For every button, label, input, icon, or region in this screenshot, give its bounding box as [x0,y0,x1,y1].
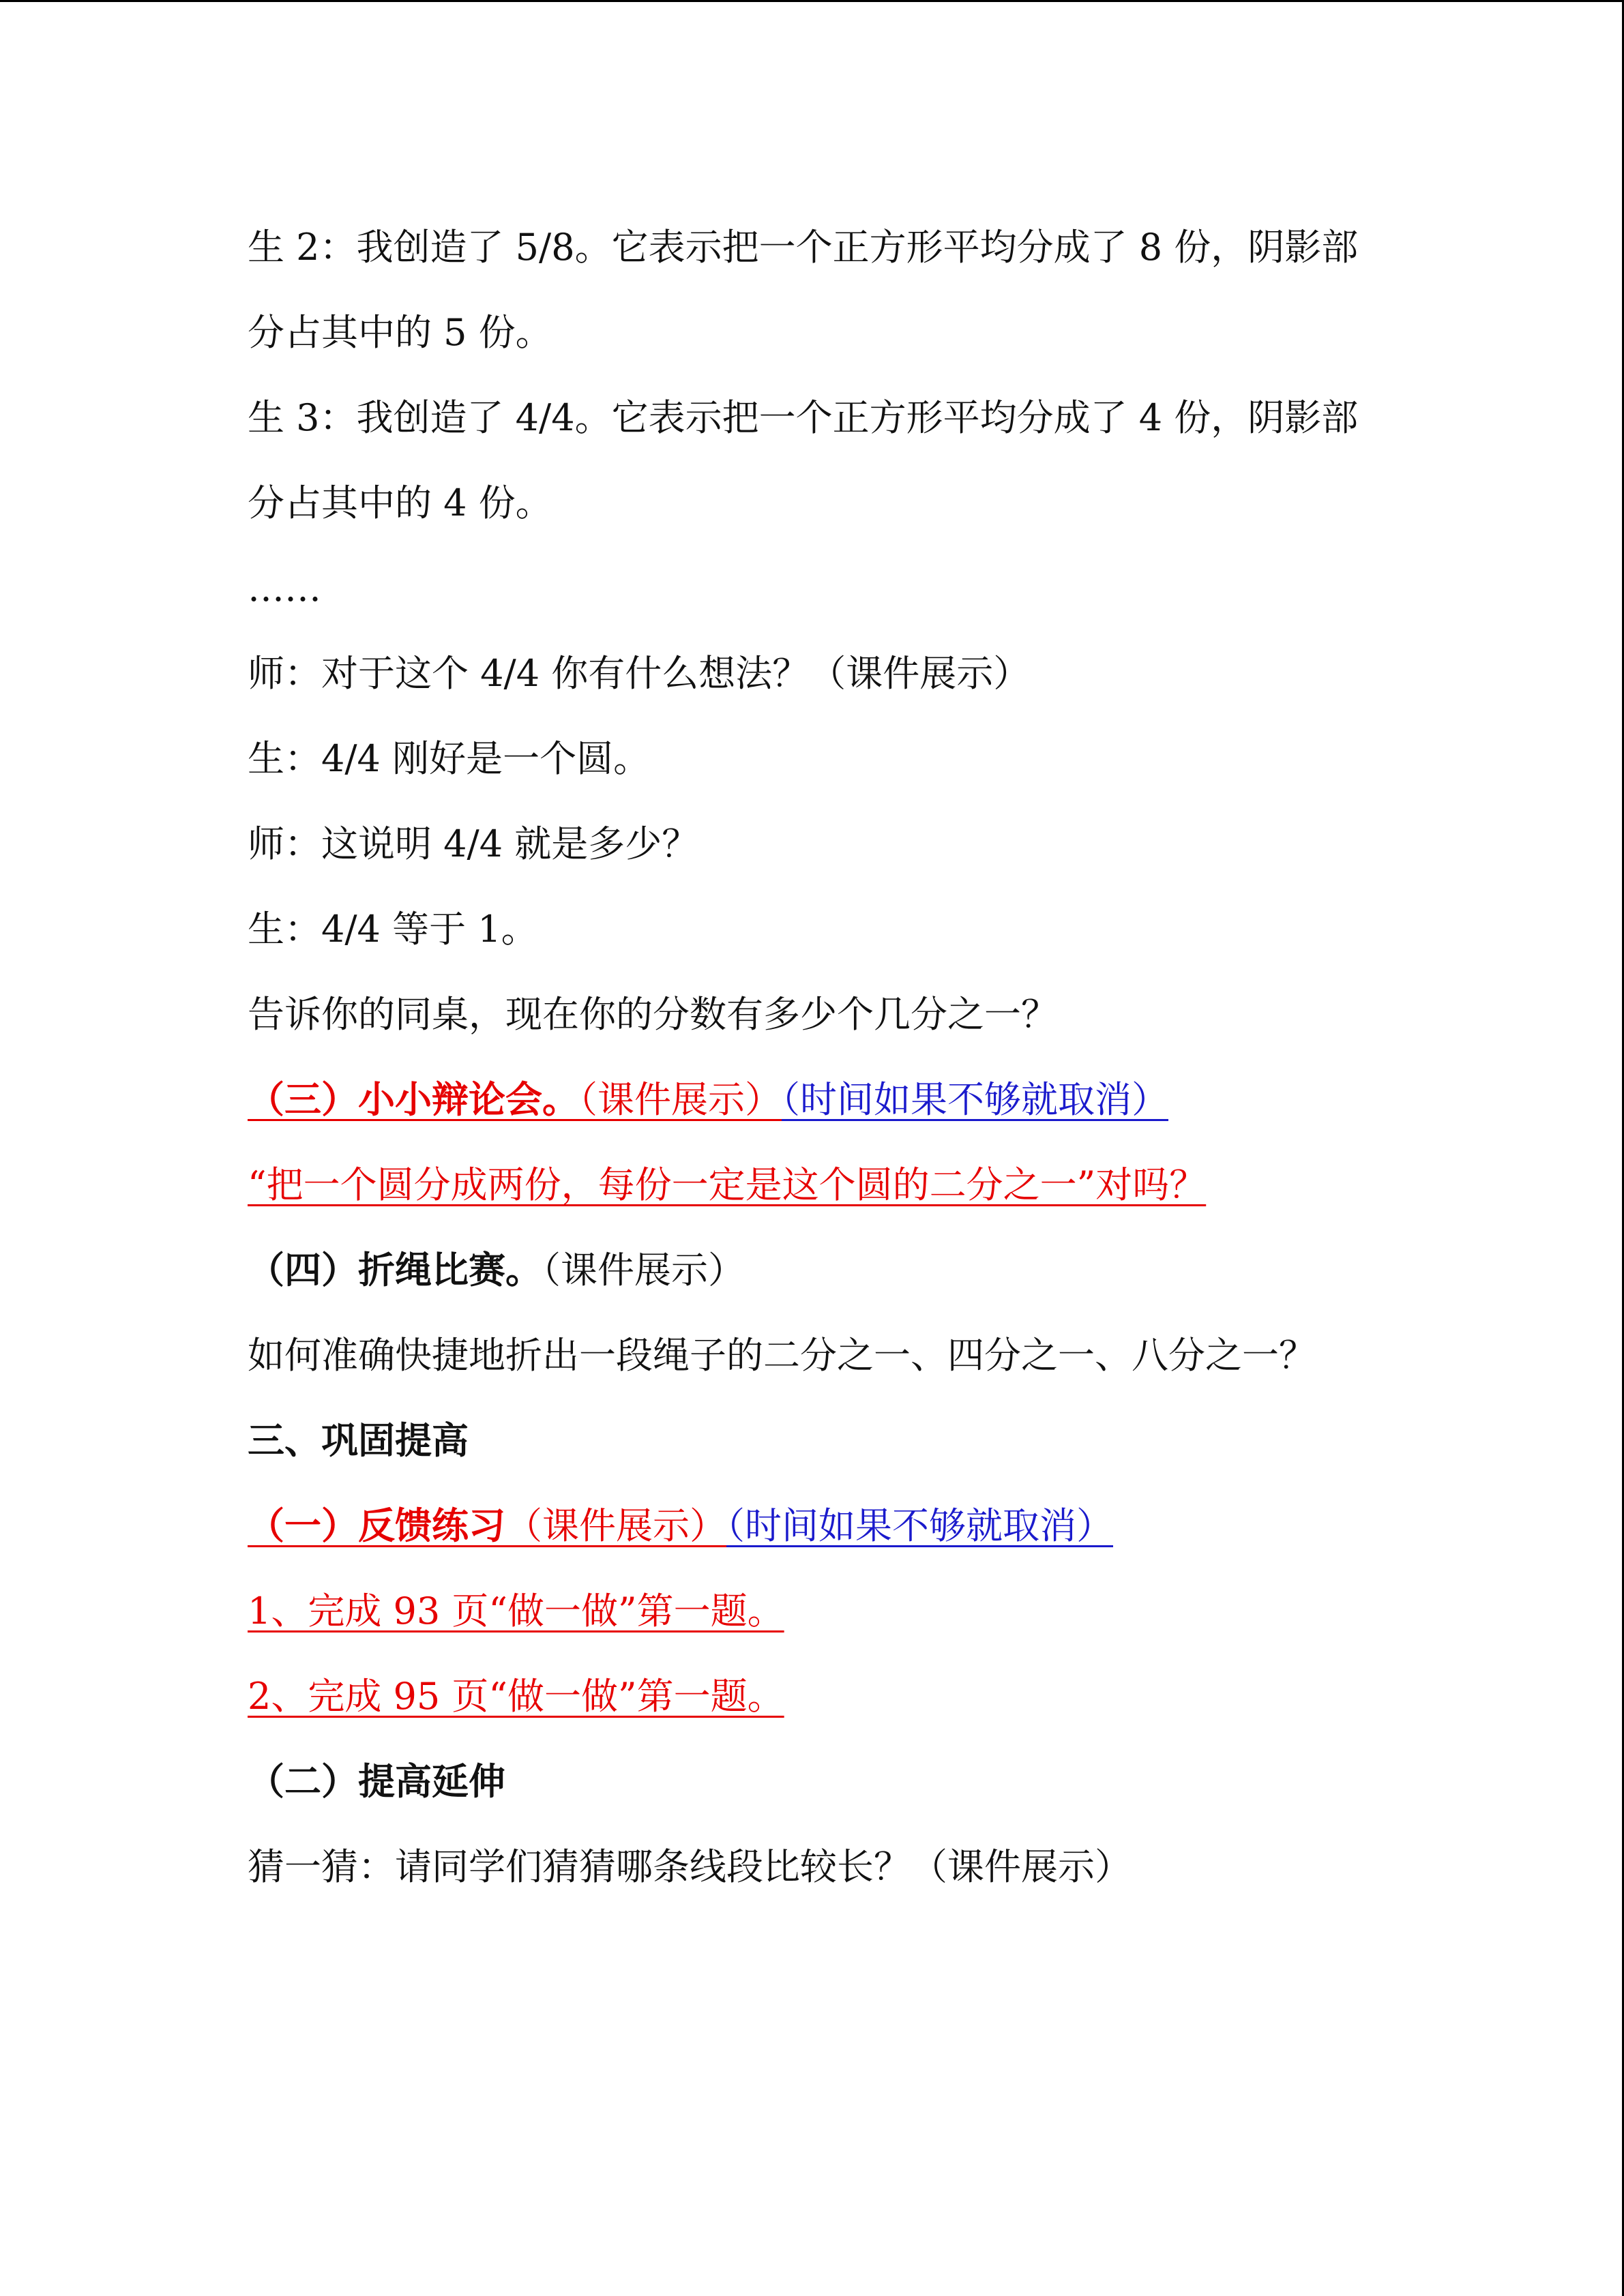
rope-show: （课件展示） [542,1249,745,1292]
ellipsis-line: …… [248,567,321,610]
rope-question: 如何准确快捷地折出一段绳子的二分之一、四分之一、八分之一？ [248,1334,1316,1377]
feedback-item-2-line [248,1654,1380,1739]
debate-heading: （三）小小辩论会。 [248,1077,579,1121]
extension-heading: （二）提高延伸 [248,1759,505,1803]
student3-line1: 生 3：我创造了 4/4。它表示把一个正方形平均分成了 4 份，阴影部 [248,396,1359,439]
student2-line2: 分占其中的 5 份。 [248,311,552,354]
student3-line2: 分占其中的 4 份。 [248,481,552,524]
feedback-item-1-line [248,1568,1380,1654]
debate-question-line [248,1142,1380,1227]
page-top-border [0,0,1624,2]
feedback-show: （课件展示） [505,1504,726,1547]
student-answer-1: 生：4/4 刚好是一个圆。 [248,737,651,780]
student2-line1: 生 2：我创造了 5/8。它表示把一个正方形平均分成了 8 份，阴影部 [248,226,1359,269]
debate-show: （课件展示） [579,1078,782,1121]
feedback-item-2: 2、完成 95 页“做一做”第一题。 [248,1675,784,1718]
debate-question: “把一个圆分成两份，每份一定是这个圆的二分之一”对吗？ [248,1163,1207,1206]
feedback-heading-line [248,1483,1380,1568]
document-body [248,205,1380,1909]
feedback-item-1: 1、完成 93 页“做一做”第一题。 [248,1590,784,1632]
teacher-question-2: 师：这说明 4/4 就是多少？ [248,822,699,865]
student-answer-2: 生：4/4 等于 1。 [248,908,538,951]
rope-heading-line [248,1227,1380,1313]
rope-heading: （四）折绳比赛。 [248,1248,542,1292]
deskmate-prompt: 告诉你的同桌，现在你的分数有多少个几分之一？ [248,993,1058,1036]
teacher-question-1: 师：对于这个 4/4 你有什么想法？（课件展示） [248,652,1031,695]
guess-prompt: 猜一猜：请同学们猜猜哪条线段比较长？（课件展示） [248,1845,1132,1888]
debate-heading-line [248,1057,1380,1142]
debate-time-note: （时间如果不够就取消） [782,1078,1168,1121]
feedback-time-note: （时间如果不够就取消） [726,1504,1113,1547]
section-3-title: 三、巩固提高 [248,1418,469,1462]
feedback-heading: （一）反馈练习 [248,1504,505,1547]
